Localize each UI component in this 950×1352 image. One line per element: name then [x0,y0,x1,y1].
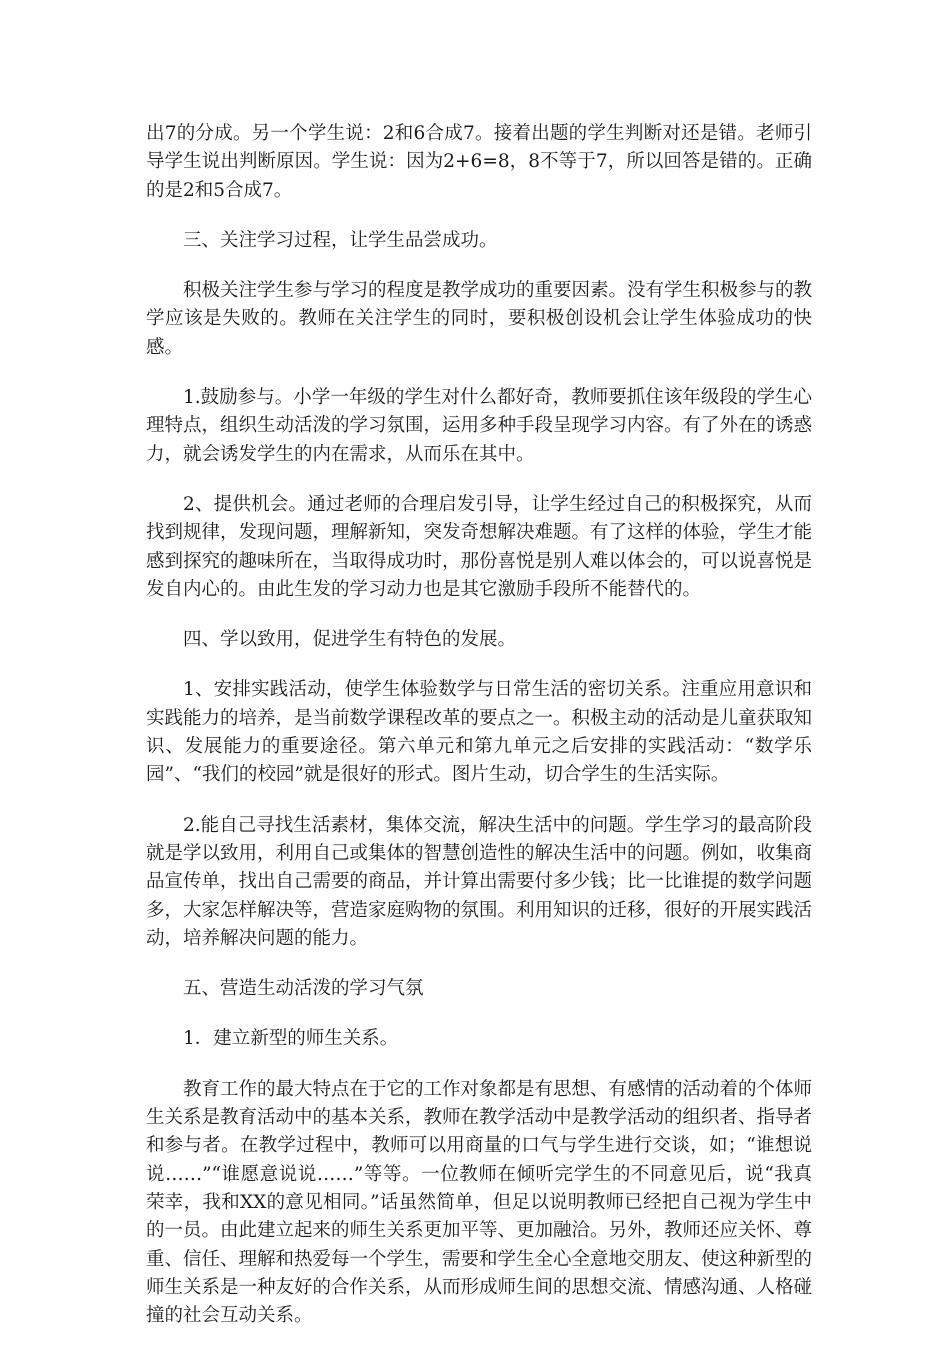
paragraph: 2.能自己寻找生活素材，集体交流，解决生活中的问题。学生学习的最高阶段就是学以致用，利用自己或集体的智慧创造性的解决生活中的问题。例如，收集商品宣传单，找出自己需要的商品，并计算出需要付多少钱；比一比谁提的数学问题多，大家怎样解决等，营造家庭购物的氛围。利用知识的迁移，很好的开展实践活动，培养解决问题的能力。 [146,814,813,949]
section-heading: 四、学以致用，促进学生有特色的发展。 [183,629,517,651]
paragraph: 积极关注学生参与学习的程度是教学成功的重要因素。没有学生积极参与的教学应该是失败的。教师在关注学生的同时，要积极创设机会让学生体验成功的快感。 [146,280,813,358]
paragraph: 1.鼓励参与。小学一年级的学生对什么都好奇，教师要抓住该年级段的学生心理特点，组织生动活泼的学习氛围，运用多种手段呈现学习内容。有了外在的诱惑力，就会诱发学生的内在需求，从而乐在其中。 [146,387,813,465]
section-heading: 三、关注学习过程，让学生品尝成功。 [183,229,498,251]
paragraph: 教育工作的最大特点在于它的工作对象都是有思想、有感情的活动着的个体师生关系是教育活动中的基本关系，教师在教学活动中是教学活动的组织者、指导者和参与者。在教学过程中，教师可以用商量的口气与学生进行交谈，如；“谁想说说……”“谁愿意说说……”等等。一位教师在倾听完学生的不同意见后，说“我真荣幸，我和XX的意见相同。”话虽然简单，但足以说明教师已经把自己视为学生中的一员。由此建立起来的师生关系更加平等、更加融洽。另外，教师还应关怀、尊重、信任、理解和热爱每一个学生，需要和学生全心全意地交朋友、使这种新型的师生关系是一种友好的合作关系，从而形成师生间的思想交流、情感沟通、人格碰撞的社会互动关系。 [146,1078,813,1327]
document-body [146,120,812,1352]
subsection-heading: 1．建立新型的师生关系。 [183,1028,399,1050]
section-heading: 五、营造生动活泼的学习气氛 [183,978,424,1000]
paragraph: 出7的分成。另一个学生说：2和6合成7。接着出题的学生判断对还是错。老师引导学生说出判断原因。学生说：因为2+6=8，8不等于7，所以回答是错的。正确的是2和5合成7。 [146,123,812,201]
paragraph: 1、安排实践活动，使学生体验数学与日常生活的密切关系。注重应用意识和实践能力的培养，是当前数学课程改革的要点之一。积极主动的活动是儿童获取知识、发展能力的重要途径。第六单元和第九单元之后安排的实践活动：“数学乐园”、“我们的校园”就是很好的形式。图片生动，切合学生的生活实际。 [146,679,813,786]
paragraph: 2、提供机会。通过老师的合理启发引导，让学生经过自己的积极探究，从而找到规律，发现问题，理解新知，突发奇想解决难题。有了这样的体验，学生才能感到探究的趣味所在，当取得成功时，那份喜悦是别人难以体会的，可以说喜悦是发自内心的。由此生发的学习动力也是其它激励手段所不能替代的。 [146,493,813,600]
